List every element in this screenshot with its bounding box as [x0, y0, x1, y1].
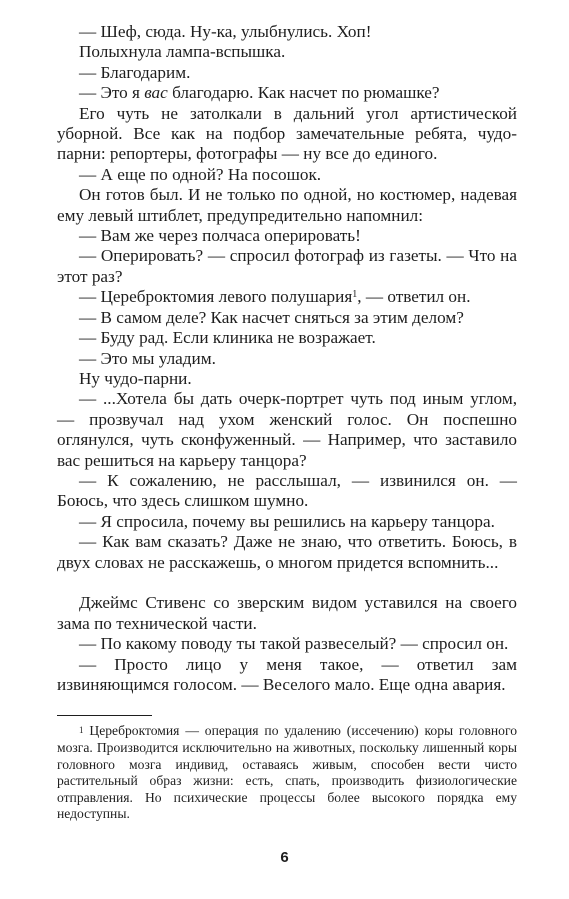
paragraph: — Шеф, сюда. Ну-ка, улыбнулись. Хоп!	[79, 22, 372, 41]
text-segment: — Это я	[79, 83, 145, 103]
paragraph: — А еще по одной? На посошок.	[79, 164, 322, 184]
text-segment: благодарю. Как насчет по рюмашке?	[167, 83, 440, 103]
paragraph: — По какому поводу ты такой развеселый? — спросил он.	[79, 634, 509, 654]
footnote-mark: 1	[79, 725, 84, 736]
text-segment: — Цереброктомия левого полушария	[79, 287, 353, 307]
footnote	[57, 723, 517, 823]
paragraph: Полыхнула лампа-вспышка.	[79, 42, 286, 62]
section-break	[57, 573, 517, 593]
paragraph: — ...Хотела бы дать очерк-портрет чуть под иным углом, — прозвучал над ухом женский голос. Он поспешно оглянулся, чуть сконфуженный. — Например, что заставило вас решиться на карьеру танцора?	[57, 389, 517, 470]
paragraph: — В самом деле? Как насчет сняться за этим делом?	[79, 307, 464, 327]
paragraph: Ну чудо-парни.	[79, 368, 192, 388]
paragraph: — Вам же через полчаса оперировать!	[79, 226, 361, 246]
book-page	[57, 22, 517, 823]
paragraph: Он готов был. И не только по одной, но костюмер, надевая ему левый штиблет, предупредительно напомнил:	[57, 185, 517, 225]
paragraph: — Как вам сказать? Даже не знаю, что ответить. Боюсь, в двух словах не расскажешь, о многом придется вспомнить...	[57, 532, 517, 572]
page-number: 6	[280, 849, 289, 866]
footnote-divider	[57, 715, 152, 716]
footnote-text: Цереброктомия — операция по удалению (иссечению) коры головного мозга. Производится исключительно на животных, поскольку лишенный коры головного мозга индивид, оставаясь живым, способен вести чисто растительный образ жизни: есть, спать, производить физиологические отправления. Но психические процессы более высокого порядка ему недоступны.	[57, 723, 517, 822]
paragraph: — Оперировать? — спросил фотограф из газеты. — Что на этот раз?	[57, 246, 517, 286]
paragraph: — Благодарим.	[79, 62, 191, 82]
paragraph: — Просто лицо у меня такое, — ответил зам извиняющимся голосом. — Веселого мало. Еще одна авария.	[57, 654, 517, 694]
main-text	[57, 22, 517, 695]
footnote-reference[interactable]: 1	[352, 289, 358, 301]
paragraph	[57, 83, 517, 103]
paragraph: Джеймс Стивенс со зверским видом уставился на своего зама по технической части.	[57, 593, 517, 633]
paragraph: — Я спросила, почему вы решились на карьеру танцора.	[79, 511, 495, 531]
paragraph: — Это мы уладим.	[79, 348, 216, 368]
emphasis: вас	[144, 83, 168, 103]
paragraph: Его чуть не затолкали в дальний угол артистической уборной. Все как на подбор замечательные ребята, чудо-парни: репортеры, фотографы — ну все до единого.	[57, 103, 517, 164]
paragraph	[57, 287, 517, 307]
text-segment: , — ответил он.	[357, 287, 471, 307]
paragraph: — Буду рад. Если клиника не возражает.	[79, 328, 376, 348]
paragraph: — К сожалению, не расслышал, — извинился он. — Боюсь, что здесь слишком шумно.	[57, 470, 517, 511]
